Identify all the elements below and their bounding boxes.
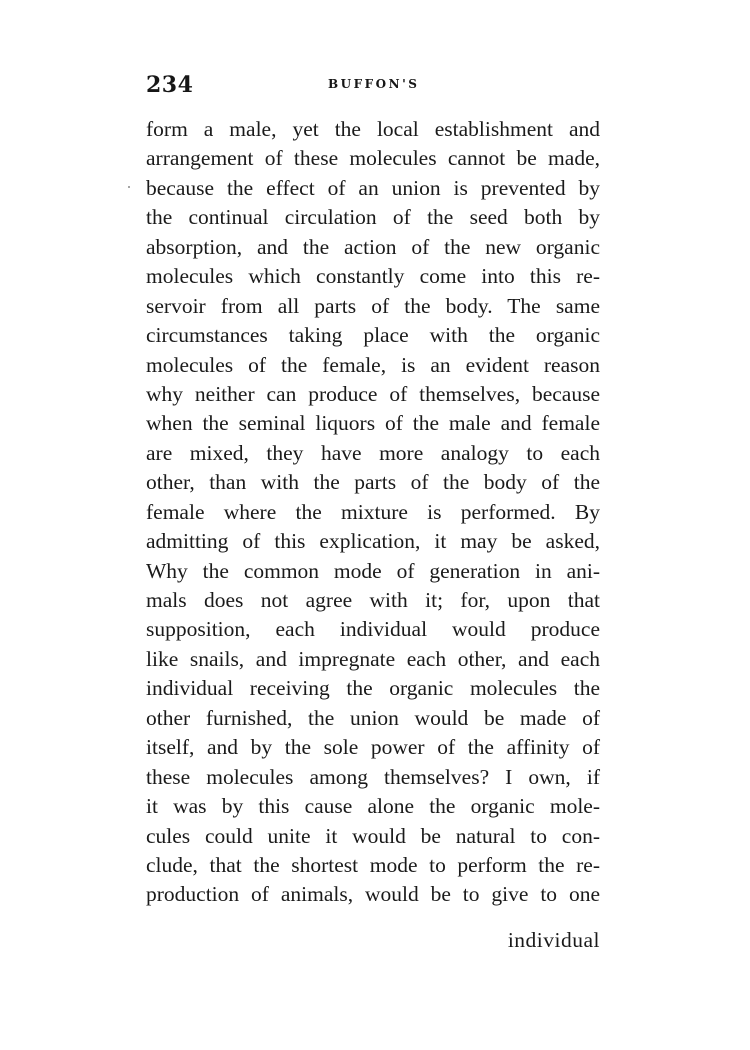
text-line: why neither can produce of themselves, because [146,381,600,406]
running-head: BUFFON'S [328,77,420,91]
text-line: are mixed, they have more analogy to each [146,440,600,465]
text-line: itself, and by the sole power of the affinity of [146,735,600,760]
text-line: supposition, each individual would produce [146,617,600,642]
text-line: form a male, yet the local establishment and [146,117,600,141]
text-line: cules could unite it would be natural to con- [146,823,600,848]
page-number: 234 [146,72,194,98]
text-line: admitting of this explication, it may be asked, [146,529,600,554]
text-line: these molecules among themselves? I own, if [146,764,600,789]
text-line: Why the common mode of generation in ani- [146,558,600,583]
catchword: individual [507,928,600,952]
text-line: it was by this cause alone the organic mole- [146,794,600,819]
text-line: molecules of the female, is an evident reason [146,352,600,377]
text-line: circumstances taking place with the organic [146,323,600,348]
text-line: the continual circulation of the seed both by [146,205,600,230]
body-text [146,115,600,910]
text-line: arrangement of these molecules cannot be made, [146,146,600,171]
text-line: individual receiving the organic molecules the [146,676,600,701]
text-line: absorption, and the action of the new organic [146,234,600,259]
text-line: production of animals, would be to give to one [146,882,600,907]
text-line: when the seminal liquors of the male and female [146,411,600,436]
text-line: molecules which constantly come into this re- [146,264,600,289]
text-line: other furnished, the union would be made of [146,705,600,730]
ink-speck [128,186,130,188]
text-line: female where the mixture is performed. By [146,499,600,524]
text-line: mals does not agree with it; for, upon that [146,588,600,612]
text-line: clude, that the shortest mode to perform the re- [146,852,600,877]
text-line: because the effect of an union is prevented by [146,175,600,200]
text-line: other, than with the parts of the body of the [146,470,600,495]
text-line: servoir from all parts of the body. The same [146,293,600,318]
page-header [146,72,600,106]
text-line: like snails, and impregnate each other, and each [146,646,600,671]
